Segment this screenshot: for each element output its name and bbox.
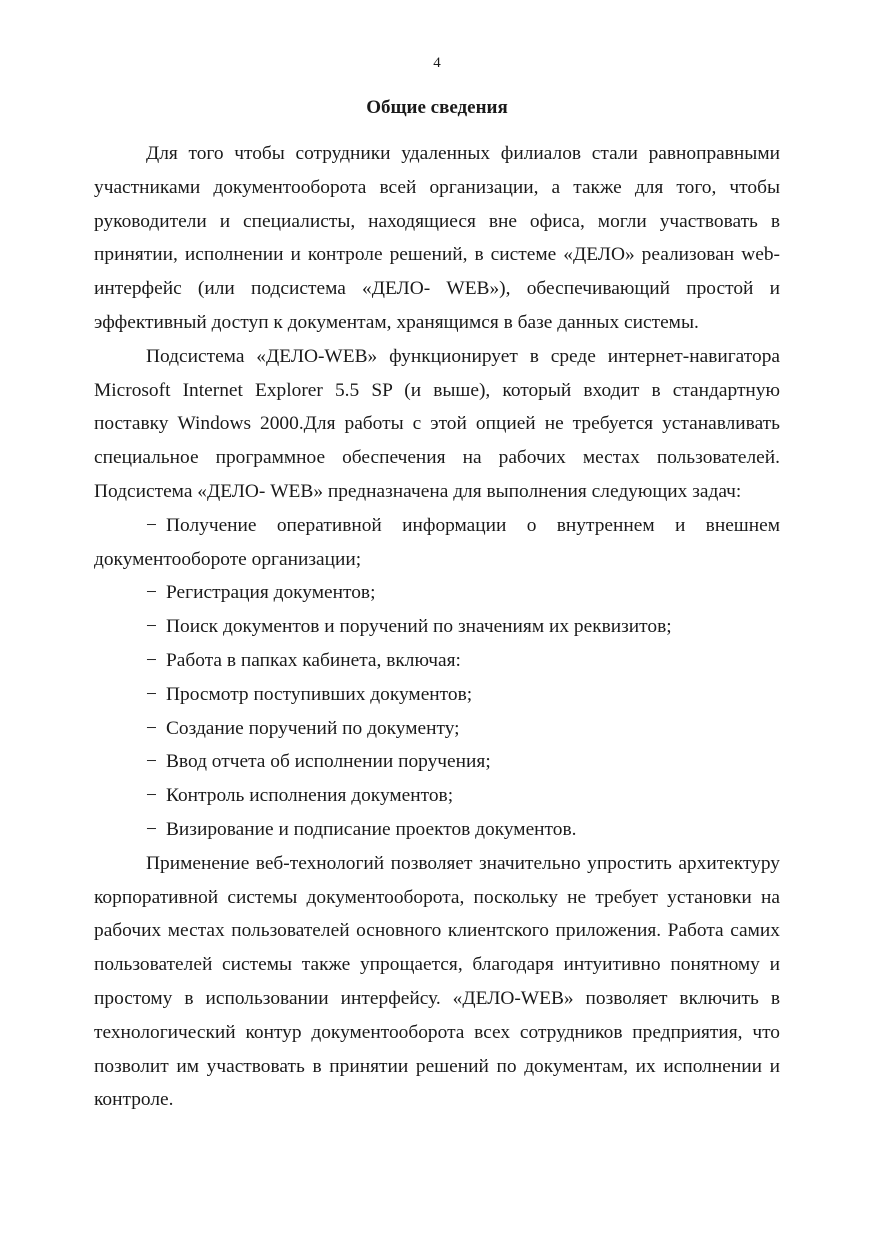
list-item	[94, 678, 780, 712]
list-item-text: Получение оперативной информации о внутреннем и внешнем документообороте организации;	[94, 514, 780, 570]
list-item-text: Контроль исполнения документов;	[166, 785, 454, 807]
dash-bullet: −	[146, 717, 157, 739]
list-item	[94, 610, 780, 644]
list-item-text: Визирование и подписание проектов документов.	[166, 818, 577, 840]
list-item	[94, 779, 780, 813]
list-item	[94, 712, 780, 746]
list-item-text: Поиск документов и поручений по значениям их реквизитов;	[166, 616, 672, 638]
paragraph-subsystem: Подсистема «ДЕЛО-WEB» функционирует в среде интернет-навигатора Microsoft Internet Explorer 5.5 SP (и выше), который входит в стандартную поставку Windows 2000.Для работы с этой опцией не требуется устанавливать специальное программное обеспечения на рабочих местах пользователей. Подсистема «ДЕЛО- WEB» предназначена для выполнения следующих задач:	[94, 345, 780, 502]
list-item	[94, 576, 780, 610]
document-body	[94, 137, 780, 1117]
list-item-text: Регистрация документов;	[166, 582, 376, 604]
dash-bullet: −	[146, 649, 157, 671]
list-item	[94, 745, 780, 779]
section-heading: Общие сведения	[366, 97, 508, 118]
dash-bullet: −	[146, 616, 157, 638]
list-item	[94, 509, 780, 577]
dash-bullet: −	[146, 683, 157, 705]
dash-bullet: −	[146, 751, 157, 773]
dash-bullet: −	[146, 514, 157, 536]
list-item-text: Работа в папках кабинета, включая:	[166, 649, 461, 671]
list-item-text: Создание поручений по документу;	[166, 717, 460, 739]
list-item-text: Просмотр поступивших документов;	[166, 683, 473, 705]
list-item	[94, 813, 780, 847]
list-item-text: Ввод отчета об исполнении поручения;	[166, 751, 491, 773]
dash-bullet: −	[146, 818, 157, 840]
task-list	[94, 509, 780, 847]
page-number: 4	[433, 55, 441, 71]
list-item	[94, 644, 780, 678]
paragraph-intro: Для того чтобы сотрудники удаленных филиалов стали равноправными участниками документооборота всей организации, а также для того, чтобы руководители и специалисты, находящиеся вне офиса, могли участвовать в принятии, исполнении и контроле решений, в системе «ДЕЛО» реализован web-интерфейс (или подсистема «ДЕЛО- WEB»), обеспечивающий простой и эффективный доступ к документам, хранящимся в базе данных системы.	[94, 143, 780, 333]
paragraph-conclusion: Применение веб-технологий позволяет значительно упростить архитектуру корпоративной системы документооборота, поскольку не требует установки на рабочих местах пользователей основного клиентского приложения. Работа самих пользователей системы также упрощается, благодаря интуитивно понятному и простому в использовании интерфейсу. «ДЕЛО-WEB» позволяет включить в технологический контур документооборота всех сотрудников предприятия, что позволит им участвовать в принятии решений по документам, их исполнении и контроле.	[94, 852, 780, 1111]
dash-bullet: −	[146, 785, 157, 807]
dash-bullet: −	[146, 582, 157, 604]
